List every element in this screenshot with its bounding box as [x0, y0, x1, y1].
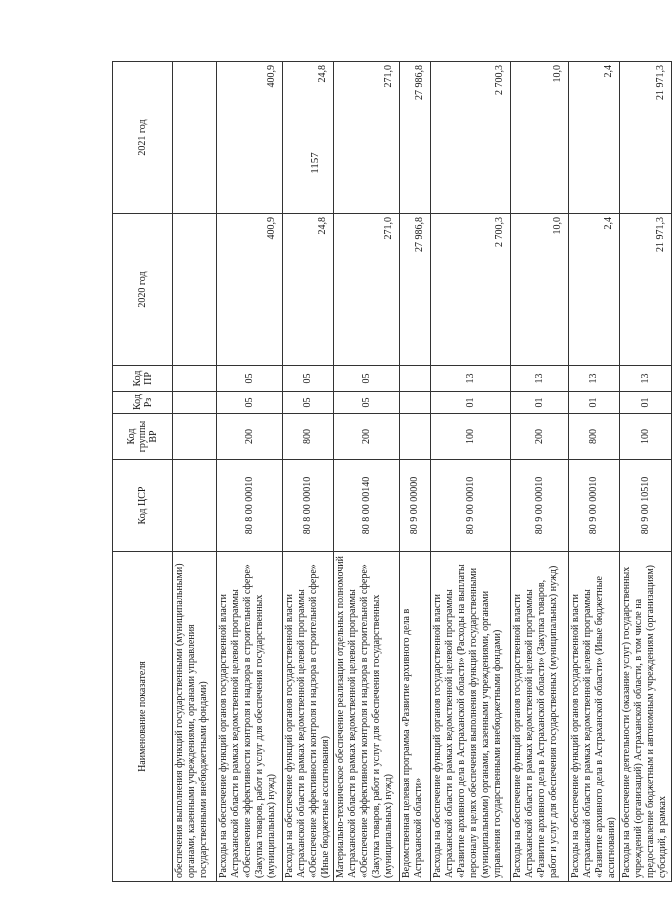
amount-2020-cell: 400,9 — [217, 214, 283, 366]
rz-code-cell: 05 — [334, 392, 400, 414]
vr-code-cell: 800 — [283, 414, 334, 460]
table-row — [283, 62, 334, 882]
csr-code-cell: 80 9 00 10510 — [620, 460, 672, 552]
vr-code-cell: 200 — [334, 414, 400, 460]
amount-2020-cell: 27 986,8 — [400, 214, 431, 366]
csr-code-cell: 80 9 00 00010 — [431, 460, 511, 552]
rz-code-cell: 01 — [511, 392, 569, 414]
amount-2020-cell: 21 971,3 — [620, 214, 672, 366]
amount-2021-cell: 271,0 — [334, 62, 400, 214]
table-row — [431, 62, 511, 882]
csr-code-cell: 80 8 00 00010 — [217, 460, 283, 552]
amount-2021-cell: 2 700,3 — [431, 62, 511, 214]
pr-code-cell: 05 — [334, 366, 400, 392]
table-row — [173, 62, 217, 882]
pr-code-cell: 05 — [283, 366, 334, 392]
amount-2021-cell: 400,9 — [217, 62, 283, 214]
table-row — [511, 62, 569, 882]
amount-2020-cell: 2,4 — [569, 214, 620, 366]
pr-code-cell — [400, 366, 431, 392]
rz-code-cell: 05 — [283, 392, 334, 414]
indicator-name-cell: Материально-техническое обеспечение реализации отдельных полномочий Астраханской области в рамках ведомственной целевой программы «Обеспечение эффективности контроля и надзора в строительной сфере» (Закупка товаров, работ и услуг для обеспечения государственных (муниципальных) нужд) — [334, 552, 400, 882]
csr-code-cell: 80 9 00 00000 — [400, 460, 431, 552]
header-csr-code: Код ЦСР — [113, 460, 173, 552]
csr-code-cell: 80 9 00 00010 — [569, 460, 620, 552]
pr-code-cell: 13 — [569, 366, 620, 392]
amount-2021-cell: 27 986,8 — [400, 62, 431, 214]
page-number: 1157 — [309, 152, 321, 174]
pr-code-cell: 13 — [511, 366, 569, 392]
rz-code-cell: 01 — [620, 392, 672, 414]
rz-code-cell: 01 — [569, 392, 620, 414]
vr-code-cell: 800 — [569, 414, 620, 460]
table-row — [217, 62, 283, 882]
table-header-row — [113, 62, 173, 882]
csr-code-cell: 80 9 00 00010 — [511, 460, 569, 552]
header-year-2021: 2021 год — [113, 62, 173, 214]
vr-code-cell: 100 — [431, 414, 511, 460]
amount-2021-cell: 24,8 — [283, 62, 334, 214]
indicator-name-cell: Расходы на обеспечение функций органов государственной власти Астраханской области в рамках ведомственной целевой программы «Развитие архивного дела в Астраханской области» (Расходы на выплаты персоналу в целях обеспечения выполнения функций государственными (муниципальными) органами, казенными учреждениями, органами управления государственными внебюджетными фондами) — [431, 552, 511, 882]
vr-code-cell: 100 — [620, 414, 672, 460]
amount-2020-cell: 10,0 — [511, 214, 569, 366]
amount-2021-cell: 21 971,3 — [620, 62, 672, 214]
pr-code-cell: 13 — [620, 366, 672, 392]
amount-2020-cell: 2 700,3 — [431, 214, 511, 366]
header-indicator-name: Наименование показателя — [113, 552, 173, 882]
indicator-name-cell: Расходы на обеспечение деятельности (оказание услуг) государственных учреждений (организаций) Астраханской области, в том числе на предоставление бюджетным и автономным учреждениям (организациям) субсидий, в рамках — [620, 552, 672, 882]
csr-code-cell — [173, 460, 217, 552]
indicator-name-cell: Расходы на обеспечение функций органов государственной власти Астраханской области в рамках ведомственной целевой программы «Обеспечение эффективности контроля и надзора в строительной сфере» (Закупка товаров, работ и услуг для обеспечения государственных (муниципальных) нужд) — [217, 552, 283, 882]
vr-code-cell — [173, 414, 217, 460]
amount-2020-cell — [173, 214, 217, 366]
vr-code-cell: 200 — [217, 414, 283, 460]
vr-code-cell — [400, 414, 431, 460]
indicator-name-cell: Расходы на обеспечение функций органов государственной власти Астраханской области в рамках ведомственной целевой программы «Развитие архивного дела в Астраханской области» (Иные бюджетные ассигнования) — [569, 552, 620, 882]
table-row — [400, 62, 431, 882]
rz-code-cell — [400, 392, 431, 414]
indicator-name-cell: Расходы на обеспечение функций органов государственной власти Астраханской области в рамках ведомственной целевой программы «Обеспечение эффективности контроля и надзора в строительной сфере» (Иные бюджетные ассигнования) — [283, 552, 334, 882]
amount-2020-cell: 271,0 — [334, 214, 400, 366]
rz-code-cell: 05 — [217, 392, 283, 414]
table-row — [334, 62, 400, 882]
csr-code-cell: 80 8 00 00010 — [283, 460, 334, 552]
table-row — [620, 62, 672, 882]
header-vr-code: Код группы ВР — [113, 414, 173, 460]
amount-2021-cell: 2,4 — [569, 62, 620, 214]
header-year-2020: 2020 год — [113, 214, 173, 366]
pr-code-cell: 05 — [217, 366, 283, 392]
indicator-name-cell: обеспечения выполнения функций государственными (муниципальными) органами, казенными учреждениями, органами управления государственными внебюджетными фондами) — [173, 552, 217, 882]
rz-code-cell: 01 — [431, 392, 511, 414]
header-rz-code: Код Рз — [113, 392, 173, 414]
budget-table-container — [112, 62, 668, 882]
amount-2021-cell — [173, 62, 217, 214]
table-row — [569, 62, 620, 882]
amount-2020-cell: 24,8 — [283, 214, 334, 366]
header-pr-code: Код ПР — [113, 366, 173, 392]
indicator-name-cell: Ведомственная целевая программа «Развитие архивного дела в Астраханской области» — [400, 552, 431, 882]
rz-code-cell — [173, 392, 217, 414]
indicator-name-cell: Расходы на обеспечение функций органов государственной власти Астраханской области в рамках ведомственной целевой программы «Развитие архивного дела в Астраханской области» (Закупка товаров, работ и услуг для обеспечения государственных (муниципальных) нужд) — [511, 552, 569, 882]
csr-code-cell: 80 8 00 00140 — [334, 460, 400, 552]
pr-code-cell: 13 — [431, 366, 511, 392]
pr-code-cell — [173, 366, 217, 392]
budget-table — [112, 61, 672, 882]
amount-2021-cell: 10,0 — [511, 62, 569, 214]
vr-code-cell: 200 — [511, 414, 569, 460]
